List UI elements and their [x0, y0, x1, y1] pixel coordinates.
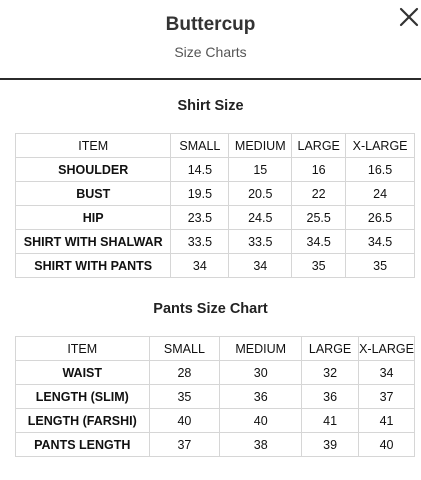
table-row	[16, 361, 415, 385]
table-cell: 37	[149, 433, 220, 457]
modal-header	[0, 0, 421, 80]
table-cell: 22	[292, 182, 346, 206]
table-cell: 19.5	[171, 182, 229, 206]
column-header-item: ITEM	[16, 337, 150, 361]
close-button[interactable]	[398, 6, 420, 28]
table-cell: 37	[359, 385, 415, 409]
table-row	[16, 409, 415, 433]
table-cell: 41	[359, 409, 415, 433]
table-cell: 38	[220, 433, 302, 457]
row-label: SHIRT WITH SHALWAR	[16, 230, 171, 254]
row-label: BUST	[16, 182, 171, 206]
row-label: PANTS LENGTH	[16, 433, 150, 457]
table-cell: 30	[220, 361, 302, 385]
table-row	[16, 206, 415, 230]
table-cell: 16	[292, 158, 346, 182]
table-cell: 34	[229, 254, 292, 278]
brand-name: Buttercup	[165, 14, 256, 35]
table-row	[16, 433, 415, 457]
table-cell: 36	[220, 385, 302, 409]
row-label: WAIST	[16, 361, 150, 385]
table-cell: 35	[346, 254, 415, 278]
pants-size-title: Pants Size Chart	[153, 301, 268, 317]
shirt-size-table	[15, 133, 415, 278]
table-cell: 24.5	[229, 206, 292, 230]
table-row	[16, 158, 415, 182]
table-cell: 15	[229, 158, 292, 182]
table-cell: 25.5	[292, 206, 346, 230]
column-header-medium: MEDIUM	[229, 134, 292, 158]
table-header-row	[16, 134, 415, 158]
row-label: LENGTH (FARSHI)	[16, 409, 150, 433]
table-cell: 28	[149, 361, 220, 385]
table-cell: 34.5	[292, 230, 346, 254]
table-header-row	[16, 337, 415, 361]
column-header-medium: MEDIUM	[220, 337, 302, 361]
row-label: SHIRT WITH PANTS	[16, 254, 171, 278]
table-cell: 14.5	[171, 158, 229, 182]
table-cell: 16.5	[346, 158, 415, 182]
table-cell: 35	[292, 254, 346, 278]
pants-size-table	[15, 336, 415, 457]
row-label: HIP	[16, 206, 171, 230]
shirt-size-title: Shirt Size	[177, 98, 244, 114]
table-cell: 40	[220, 409, 302, 433]
table-cell: 35	[149, 385, 220, 409]
column-header-item: ITEM	[16, 134, 171, 158]
column-header-x-large: X-LARGE	[359, 337, 415, 361]
table-row	[16, 254, 415, 278]
column-header-large: LARGE	[292, 134, 346, 158]
table-cell: 34	[359, 361, 415, 385]
table-cell: 41	[302, 409, 359, 433]
table-cell: 36	[302, 385, 359, 409]
row-label: SHOULDER	[16, 158, 171, 182]
close-icon	[398, 6, 420, 28]
column-header-small: SMALL	[171, 134, 229, 158]
table-cell: 33.5	[229, 230, 292, 254]
table-cell: 39	[302, 433, 359, 457]
table-cell: 34.5	[346, 230, 415, 254]
column-header-small: SMALL	[149, 337, 220, 361]
row-label: LENGTH (SLIM)	[16, 385, 150, 409]
table-cell: 32	[302, 361, 359, 385]
table-cell: 24	[346, 182, 415, 206]
table-cell: 40	[149, 409, 220, 433]
column-header-x-large: X-LARGE	[346, 134, 415, 158]
table-row	[16, 182, 415, 206]
table-row	[16, 230, 415, 254]
column-header-large: LARGE	[302, 337, 359, 361]
modal-subtitle: Size Charts	[174, 44, 247, 60]
table-cell: 40	[359, 433, 415, 457]
table-row	[16, 385, 415, 409]
table-cell: 26.5	[346, 206, 415, 230]
table-cell: 23.5	[171, 206, 229, 230]
table-cell: 33.5	[171, 230, 229, 254]
table-cell: 34	[171, 254, 229, 278]
table-cell: 20.5	[229, 182, 292, 206]
